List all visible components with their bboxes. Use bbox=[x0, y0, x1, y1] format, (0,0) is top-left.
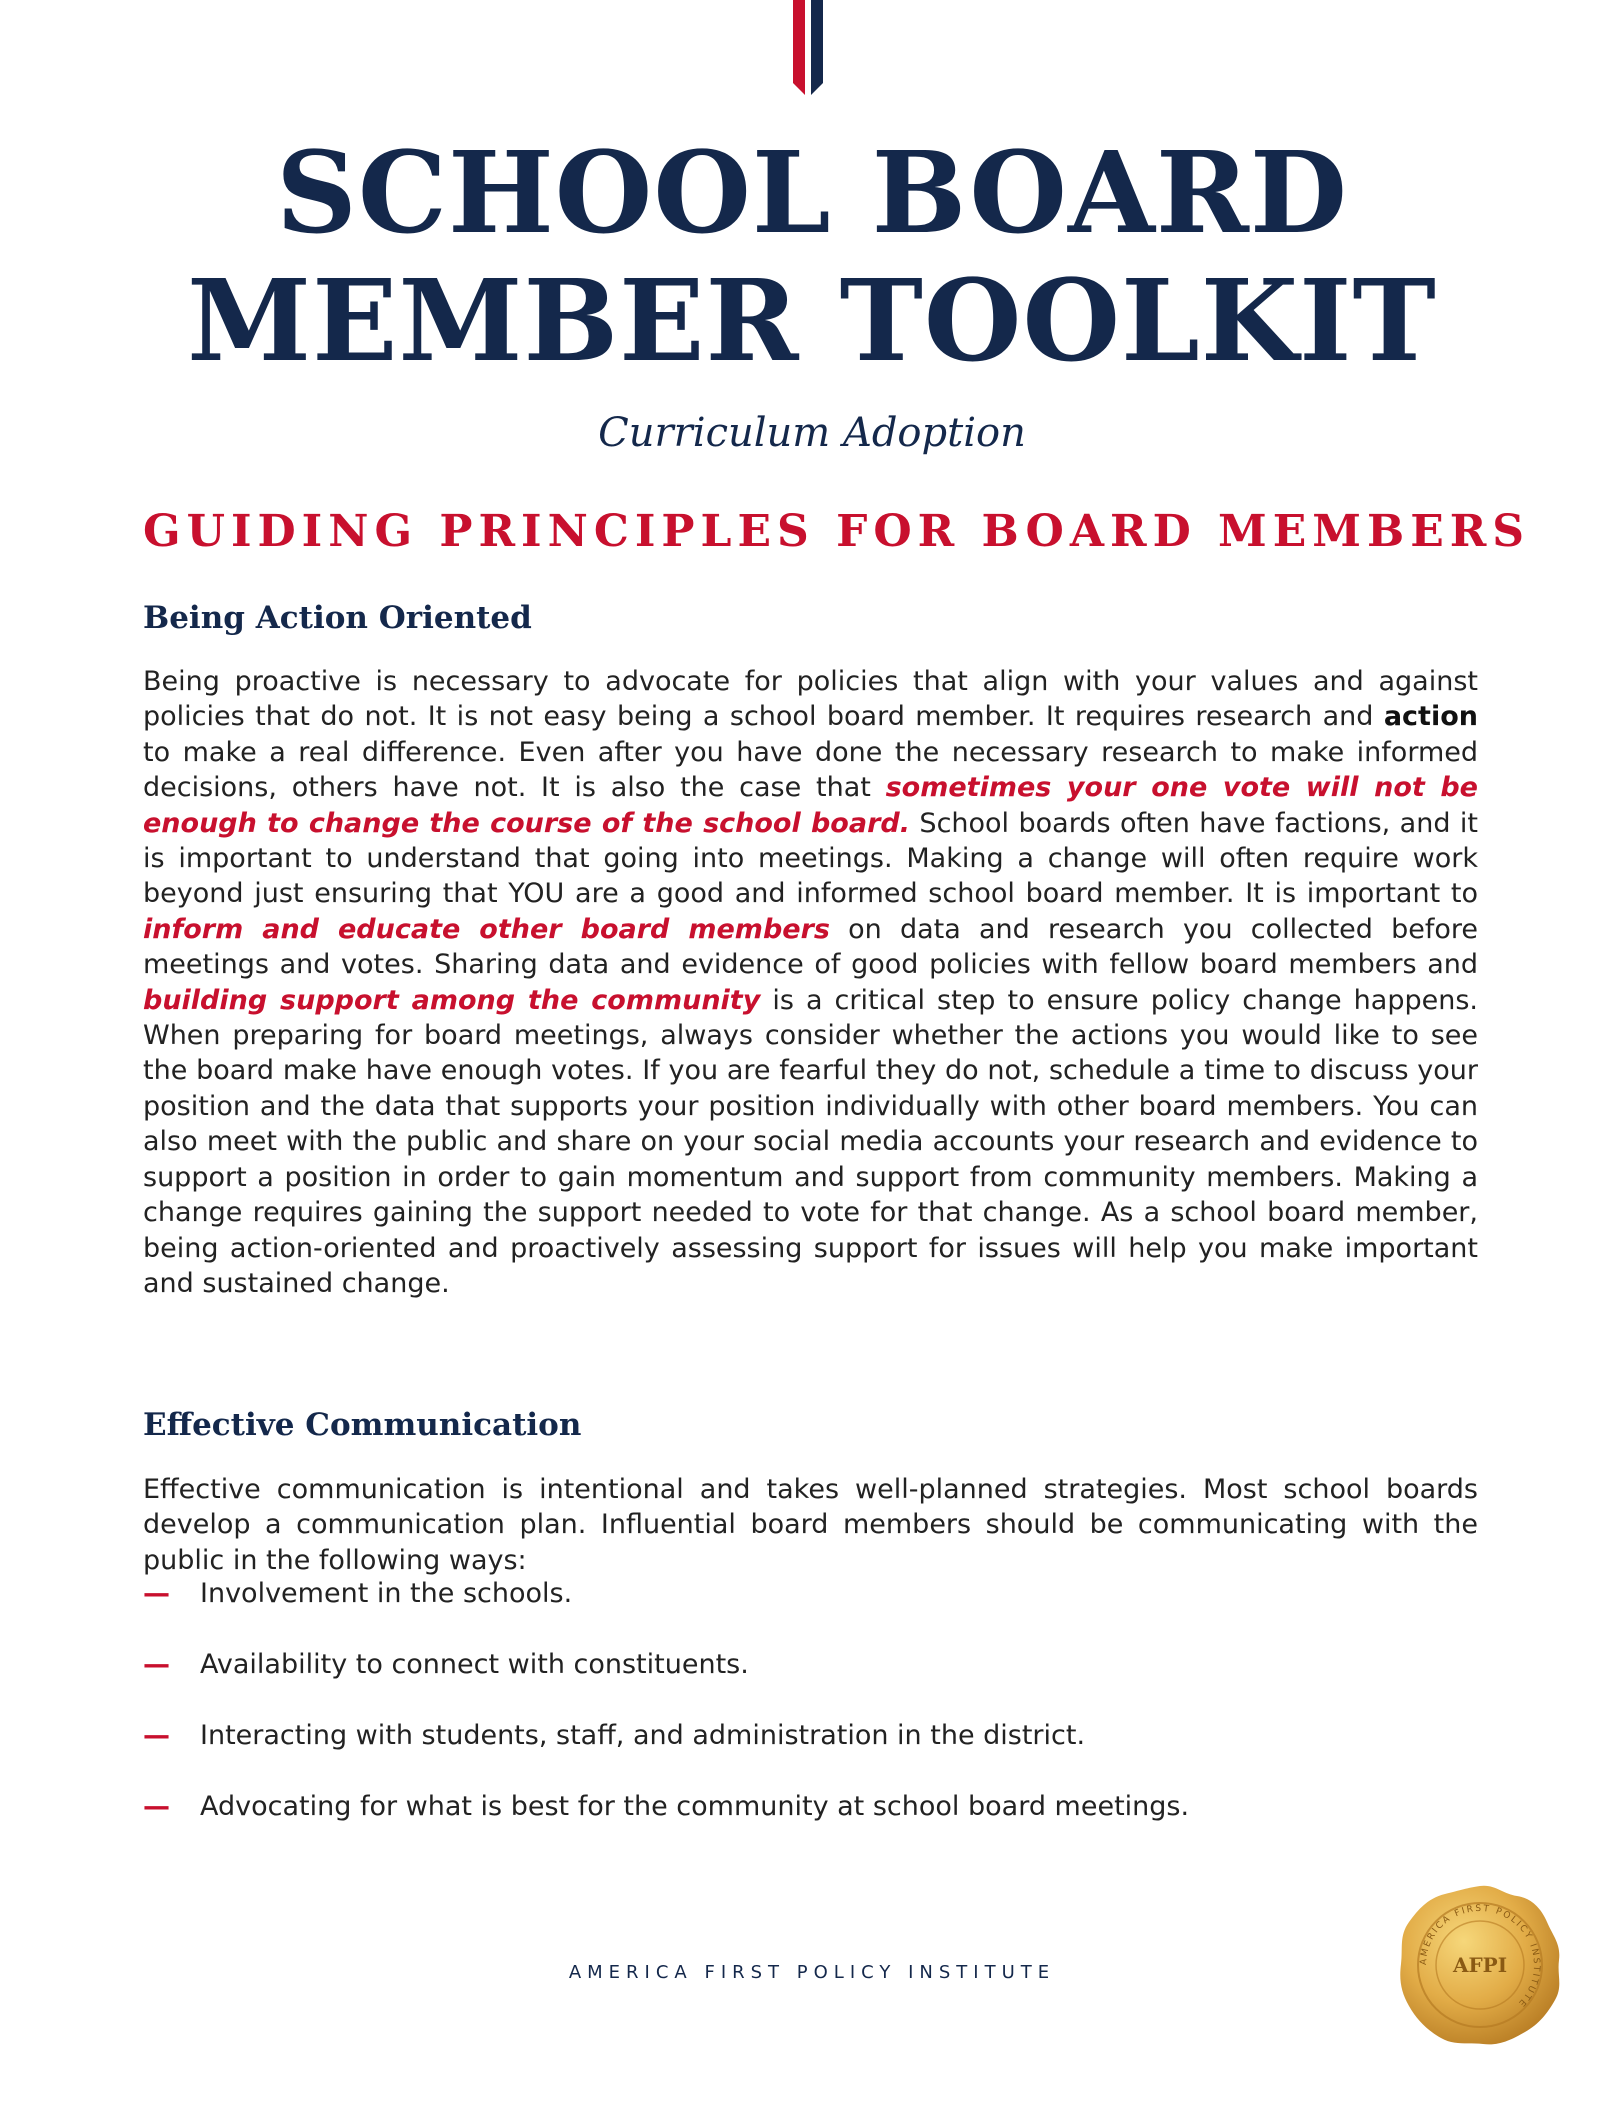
heading-action-oriented: Being Action Oriented bbox=[143, 600, 532, 636]
paragraph-communication-intro: Effective communication is intentional and takes well-planned strategies. Most school boards develop a communication plan. Influential board members should be communicating with the public in the following ways: bbox=[143, 1474, 1478, 1576]
communication-bullet-list bbox=[143, 1578, 1483, 1862]
seal-center-text: AFPI bbox=[1452, 1953, 1508, 1977]
seal-ring-text: AMERICA FIRST POLICY INSTITUTE bbox=[1418, 1903, 1542, 2010]
bullet-dash: — bbox=[143, 1649, 170, 1680]
bullet-dash: — bbox=[143, 1791, 170, 1822]
paragraph-action-oriented bbox=[143, 664, 1478, 1301]
bullet-dash: — bbox=[143, 1720, 170, 1751]
bullet-text: Advocating for what is best for the community at school board meetings. bbox=[200, 1791, 1190, 1822]
list-item bbox=[143, 1720, 1483, 1791]
ribbon-decoration bbox=[781, 0, 837, 95]
list-item bbox=[143, 1649, 1483, 1720]
bullet-text: Involvement in the schools. bbox=[200, 1578, 573, 1609]
title-line-1: SCHOOL BOARD bbox=[275, 128, 1349, 259]
highlight-one-vote: sometimes your one vote will not be enough to change the course of the school board. bbox=[143, 772, 1478, 839]
title-line-2: MEMBER TOOLKIT bbox=[187, 256, 1437, 387]
page-subtitle: Curriculum Adoption bbox=[598, 410, 1026, 456]
text-run: is a critical step to ensure policy change happens. When preparing for board meetings, always consider whether the actions you would like to see the board make have enough votes. If you are fearful they do not, schedule a time to discuss your position and the data that supports your position individually with other board members. You can also meet with the public and share on your social media accounts your research and evidence to support a position in order to gain momentum and support from community members. Making a change requires gaining the support needed to vote for that change. As a school board member, being action-oriented and proactively assessing support for issues will help you make important and sustained change. bbox=[143, 984, 1478, 1299]
text-run: Being proactive is necessary to advocate for policies that align with your values and against policies that do not. It is not easy being a school board member. It requires research and bbox=[143, 666, 1478, 733]
text-run: to make a real difference. Even after you have done the necessary research to make informed decisions, others have not. It is also the case that bbox=[143, 736, 1478, 804]
heading-effective-communication: Effective Communication bbox=[143, 1407, 582, 1443]
highlight-building-support: building support among the community bbox=[143, 984, 761, 1016]
text-run: on data and research you collected before meetings and votes. Sharing data and evidence of good policies with fellow board members and bbox=[143, 913, 1478, 981]
section-title: GUIDING PRINCIPLES FOR BOARD MEMBERS bbox=[143, 506, 1531, 557]
bullet-text: Interacting with students, staff, and administration in the district. bbox=[200, 1720, 1086, 1751]
highlight-inform-educate: inform and educate other board members bbox=[143, 913, 830, 945]
afpi-seal-logo bbox=[1395, 1880, 1565, 2050]
text-run: School boards often have factions, and it is important to understand that going into meetings. Making a change will often require work beyond just ensuring that YOU are a good and informed school board member. It is important to bbox=[143, 807, 1478, 910]
bullet-dash: — bbox=[143, 1578, 170, 1609]
footer-organization: AMERICA FIRST POLICY INSTITUTE bbox=[568, 1962, 1056, 1983]
emphasis-action: action bbox=[1383, 701, 1478, 733]
page-title bbox=[0, 130, 1624, 386]
bullet-text: Availability to connect with constituents. bbox=[200, 1649, 749, 1680]
list-item bbox=[143, 1791, 1483, 1862]
list-item bbox=[143, 1578, 1483, 1649]
